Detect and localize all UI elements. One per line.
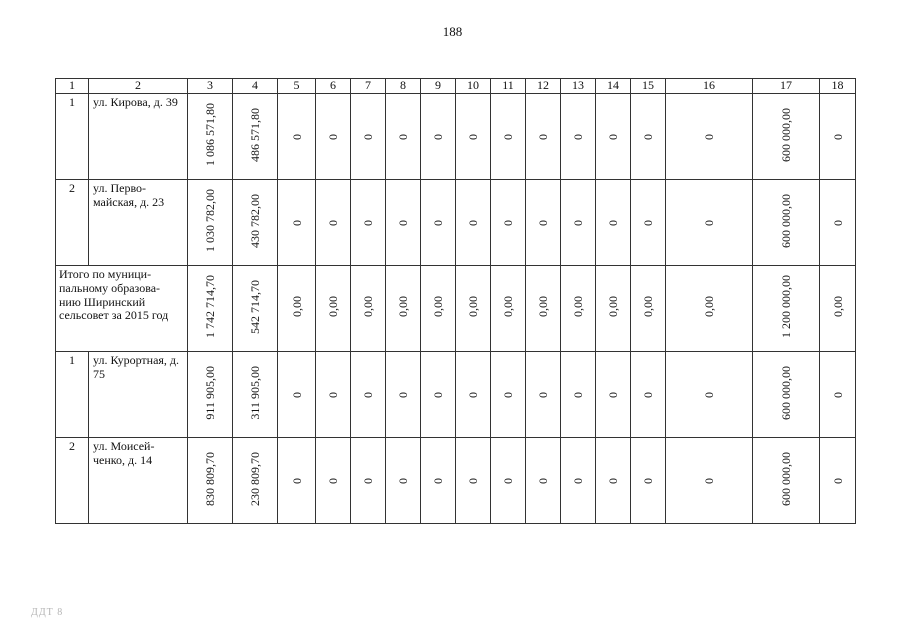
- value-cell: [188, 180, 233, 266]
- value-cell: [820, 352, 856, 438]
- value-text: 1 086 571,80: [203, 103, 217, 167]
- value-text: 0: [466, 133, 480, 140]
- value-text: 0,00: [536, 296, 550, 318]
- header-cell: 13: [561, 79, 596, 94]
- value-text: 0: [361, 133, 375, 140]
- value-cell: [753, 180, 820, 266]
- address-cell: ул. Перво- майская, д. 23: [89, 180, 188, 266]
- value-text: 0: [289, 391, 304, 398]
- value-text: 0: [501, 133, 515, 140]
- value-text: 0: [571, 391, 585, 398]
- value-text: 0: [536, 477, 550, 484]
- value-cell: [278, 180, 316, 266]
- header-cell: 18: [820, 79, 856, 94]
- value-text: 0: [431, 133, 445, 140]
- value-cell: [456, 180, 491, 266]
- value-text: 0: [571, 477, 585, 484]
- value-cell: [386, 180, 421, 266]
- value-cell: [631, 438, 666, 524]
- value-text: 0: [536, 219, 550, 226]
- value-cell: [233, 180, 278, 266]
- value-text: 0,00: [326, 296, 340, 318]
- value-cell: [631, 352, 666, 438]
- value-cell: [561, 180, 596, 266]
- value-cell: [188, 352, 233, 438]
- value-text: 0: [830, 133, 845, 140]
- value-cell: [421, 352, 456, 438]
- value-text: 0: [830, 477, 845, 484]
- value-text: 0: [431, 391, 445, 398]
- value-cell: [386, 352, 421, 438]
- budget-table-container: [55, 78, 856, 524]
- value-cell: [316, 94, 351, 180]
- header-cell: 4: [233, 79, 278, 94]
- value-text: 0,00: [431, 296, 445, 318]
- footer-stamp-mark: ДДТ 8: [31, 607, 64, 618]
- value-cell: [666, 438, 753, 524]
- value-text: 0: [501, 477, 515, 484]
- value-text: 0,00: [289, 296, 304, 318]
- value-text: 0: [361, 477, 375, 484]
- header-cell: 17: [753, 79, 820, 94]
- value-cell: [421, 94, 456, 180]
- value-cell: [456, 352, 491, 438]
- value-cell: [386, 438, 421, 524]
- value-text: 0,00: [830, 296, 845, 318]
- table-body: [56, 79, 856, 524]
- value-text: 0: [830, 391, 845, 398]
- value-cell: [233, 266, 278, 352]
- value-text: 600 000,00: [779, 107, 793, 162]
- header-cell: 6: [316, 79, 351, 94]
- value-cell: [456, 94, 491, 180]
- value-text: 1 030 782,00: [203, 189, 217, 253]
- address-cell: ул. Кирова, д. 39: [89, 94, 188, 180]
- value-cell: [666, 94, 753, 180]
- value-cell: [631, 94, 666, 180]
- value-text: 0: [702, 133, 716, 140]
- value-text: 0: [466, 477, 480, 484]
- value-text: 0: [571, 133, 585, 140]
- value-cell: [421, 438, 456, 524]
- value-text: 1 200 000,00: [779, 275, 793, 339]
- value-text: 0: [830, 219, 845, 226]
- value-text: 911 905,00: [203, 365, 217, 420]
- value-cell: [526, 180, 561, 266]
- value-text: 0,00: [606, 296, 620, 318]
- value-text: 0: [396, 391, 410, 398]
- value-cell: [596, 438, 631, 524]
- header-cell: 2: [89, 79, 188, 94]
- value-text: 0: [606, 477, 620, 484]
- value-text: 0: [641, 391, 655, 398]
- value-cell: [596, 94, 631, 180]
- value-cell: [316, 180, 351, 266]
- value-text: 0: [289, 133, 304, 140]
- value-cell: [753, 352, 820, 438]
- row-number: 1: [56, 94, 89, 180]
- value-cell: [188, 94, 233, 180]
- value-text: 0: [606, 219, 620, 226]
- value-text: 0: [396, 133, 410, 140]
- value-text: 0: [702, 391, 716, 398]
- value-text: 0: [501, 219, 515, 226]
- value-cell: [526, 352, 561, 438]
- row-number: 1: [56, 352, 89, 438]
- value-cell: [233, 352, 278, 438]
- value-text: 0,00: [501, 296, 515, 318]
- value-cell: [631, 266, 666, 352]
- value-cell: [456, 438, 491, 524]
- value-cell: [753, 94, 820, 180]
- value-cell: [491, 438, 526, 524]
- value-text: 0: [466, 219, 480, 226]
- table-row: [56, 180, 856, 266]
- value-text: 0: [326, 219, 340, 226]
- value-cell: [351, 266, 386, 352]
- value-text: 0: [289, 477, 304, 484]
- page-number: 188: [442, 24, 463, 39]
- header-cell: 3: [188, 79, 233, 94]
- header-cell: 8: [386, 79, 421, 94]
- value-cell: [561, 266, 596, 352]
- value-text: 0: [702, 477, 716, 484]
- value-cell: [596, 180, 631, 266]
- value-cell: [666, 180, 753, 266]
- value-cell: [421, 266, 456, 352]
- value-text: 0: [326, 133, 340, 140]
- header-cell: 1: [56, 79, 89, 94]
- header-row: [56, 79, 856, 94]
- value-cell: [561, 438, 596, 524]
- value-cell: [491, 180, 526, 266]
- value-text: 0: [326, 391, 340, 398]
- value-cell: [188, 266, 233, 352]
- total-label: Итого по муници- пальному образова- нию Ширинский сельсовет за 2015 год: [56, 266, 188, 352]
- value-cell: [316, 352, 351, 438]
- value-text: 0: [289, 219, 304, 226]
- value-cell: [491, 94, 526, 180]
- value-cell: [278, 438, 316, 524]
- value-cell: [596, 266, 631, 352]
- row-number: 2: [56, 438, 89, 524]
- value-cell: [526, 94, 561, 180]
- value-cell: [233, 94, 278, 180]
- value-text: 230 809,70: [248, 451, 262, 506]
- header-cell: 7: [351, 79, 386, 94]
- value-cell: [526, 438, 561, 524]
- value-text: 486 571,80: [248, 107, 262, 162]
- budget-table: [55, 78, 856, 524]
- value-text: 0: [326, 477, 340, 484]
- value-cell: [316, 438, 351, 524]
- value-text: 0: [361, 391, 375, 398]
- value-cell: [351, 94, 386, 180]
- value-text: 0,00: [361, 296, 375, 318]
- value-cell: [386, 94, 421, 180]
- table-row: [56, 94, 856, 180]
- value-cell: [351, 180, 386, 266]
- value-text: 311 905,00: [248, 365, 262, 420]
- value-cell: [526, 266, 561, 352]
- value-cell: [386, 266, 421, 352]
- value-text: 0: [396, 477, 410, 484]
- address-cell: ул. Моисей- ченко, д. 14: [89, 438, 188, 524]
- value-text: 600 000,00: [779, 365, 793, 420]
- value-cell: [666, 352, 753, 438]
- value-cell: [278, 266, 316, 352]
- value-text: 0: [536, 391, 550, 398]
- header-cell: 12: [526, 79, 561, 94]
- header-cell: 15: [631, 79, 666, 94]
- value-text: 0,00: [466, 296, 480, 318]
- value-text: 0,00: [702, 296, 716, 318]
- header-cell: 14: [596, 79, 631, 94]
- value-text: 0: [501, 391, 515, 398]
- value-cell: [631, 180, 666, 266]
- value-text: 0: [606, 391, 620, 398]
- value-text: 0: [466, 391, 480, 398]
- value-cell: [666, 266, 753, 352]
- value-cell: [820, 94, 856, 180]
- value-text: 0: [396, 219, 410, 226]
- value-text: 600 000,00: [779, 193, 793, 248]
- value-cell: [753, 438, 820, 524]
- value-cell: [351, 352, 386, 438]
- value-cell: [316, 266, 351, 352]
- value-text: 0: [431, 219, 445, 226]
- header-cell: 5: [278, 79, 316, 94]
- value-cell: [753, 266, 820, 352]
- value-text: 0,00: [396, 296, 410, 318]
- value-cell: [820, 438, 856, 524]
- value-cell: [596, 352, 631, 438]
- table-row: [56, 352, 856, 438]
- value-text: 0: [641, 219, 655, 226]
- value-cell: [233, 438, 278, 524]
- total-row: [56, 266, 856, 352]
- header-cell: 11: [491, 79, 526, 94]
- value-text: 0: [641, 133, 655, 140]
- header-cell: 10: [456, 79, 491, 94]
- value-cell: [491, 266, 526, 352]
- value-cell: [421, 180, 456, 266]
- table-row: [56, 438, 856, 524]
- value-text: 830 809,70: [203, 451, 217, 506]
- value-text: 0,00: [571, 296, 585, 318]
- value-text: 0: [431, 477, 445, 484]
- value-cell: [491, 352, 526, 438]
- header-cell: 9: [421, 79, 456, 94]
- header-cell: 16: [666, 79, 753, 94]
- value-text: 0: [702, 219, 716, 226]
- value-cell: [820, 266, 856, 352]
- value-text: 542 714,70: [248, 279, 262, 334]
- value-text: 430 782,00: [248, 193, 262, 248]
- value-cell: [561, 94, 596, 180]
- value-text: 0: [536, 133, 550, 140]
- value-cell: [278, 352, 316, 438]
- value-cell: [456, 266, 491, 352]
- value-cell: [278, 94, 316, 180]
- value-text: 0: [641, 477, 655, 484]
- address-cell: ул. Курортная, д. 75: [89, 352, 188, 438]
- value-cell: [188, 438, 233, 524]
- value-text: 600 000,00: [779, 451, 793, 506]
- value-text: 1 742 714,70: [203, 275, 217, 339]
- value-text: 0: [361, 219, 375, 226]
- value-text: 0: [571, 219, 585, 226]
- value-text: 0,00: [641, 296, 655, 318]
- value-cell: [561, 352, 596, 438]
- value-text: 0: [606, 133, 620, 140]
- row-number: 2: [56, 180, 89, 266]
- value-cell: [351, 438, 386, 524]
- value-cell: [820, 180, 856, 266]
